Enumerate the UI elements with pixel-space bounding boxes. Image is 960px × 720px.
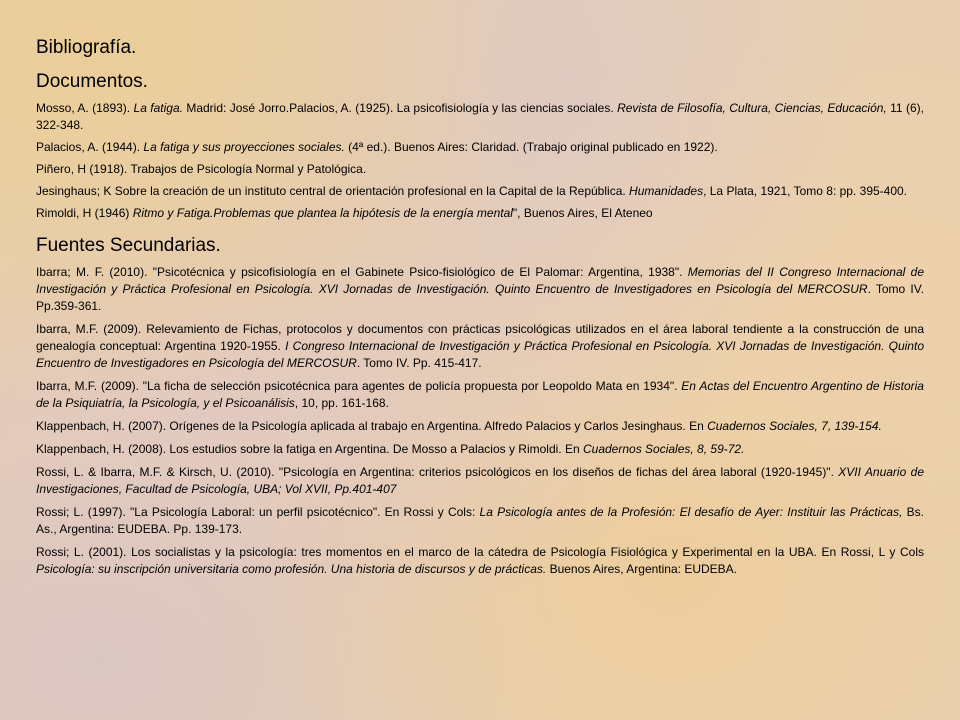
- reference-item: [36, 264, 924, 315]
- ref-italic: Ritmo y Fatiga.Problemas que plantea la hipótesis de la energía mental: [132, 206, 513, 220]
- reference-item: [36, 183, 924, 200]
- ref-text: , La Plata, 1921, Tomo 8: pp. 395-400.: [703, 184, 908, 198]
- reference-item: [36, 441, 924, 458]
- ref-text: Klappenbach, H. (2007). Orígenes de la Psicología aplicada al trabajo en Argentina. Alfredo Palacios y Carlos Jesinghaus. En: [36, 419, 708, 433]
- ref-text: Rossi; L. (2001). Los socialistas y la psicología: tres momentos en el marco de la cátedra de Psicología Fisiológica y Experimental en la UBA. En Rossi, L y Cols: [36, 545, 924, 559]
- ref-text: Rimoldi, H (1946): [36, 206, 133, 220]
- reference-item: [36, 544, 924, 578]
- heading-documentos: Documentos.: [36, 71, 148, 92]
- ref-italic: XVII Anuario de Investigaciones, Facultad de Psicología, UBA; Vol XVII, Pp.401-407: [36, 465, 924, 496]
- reference-item: [36, 139, 924, 156]
- ref-text: Buenos Aires, Argentina: EUDEBA.: [546, 562, 738, 576]
- ref-text: ", Buenos Aires, El Ateneo: [512, 206, 653, 220]
- reference-item: [36, 378, 924, 412]
- ref-text: Ibarra, M.F. (2009). Relevamiento de Fichas, protocolos y documentos con prácticas psicológicas utilizados en el área laboral tendiente a la construcción de una genealogía conceptual: Argentina 1920-1955.: [36, 322, 924, 353]
- reference-item: [36, 100, 924, 134]
- ref-italic: Revista de Filosofía, Cultura, Ciencias, Educación,: [617, 101, 887, 115]
- ref-text: Rossi; L. (1997). "La Psicología Laboral: un perfil psicotécnico". En Rossi y Cols:: [36, 505, 480, 519]
- ref-text: . Tomo IV. Pp. 415-417.: [356, 356, 482, 370]
- ref-italic: I Congreso Internacional de Investigación y Práctica Profesional en Psicología. XVI Jornadas de Investigación. Quinto Encuentro de Investigadores en Psicología del MERCOSUR: [36, 339, 924, 370]
- ref-text: Bs. As., Argentina: EUDEBA. Pp. 139-173.: [36, 505, 925, 536]
- ref-italic: Cuadernos Sociales, 8, 59-72.: [582, 442, 745, 456]
- ref-text: . Tomo IV. Pp.359-361.: [36, 282, 925, 313]
- ref-italic: Cuadernos Sociales, 7, 139-154.: [707, 419, 882, 433]
- ref-text: Jesinghaus; K Sobre la creación de un instituto central de orientación profesional en la Capital de la República.: [36, 184, 630, 198]
- ref-italic: En Actas del Encuentro Argentino de Historia de la Psiquiatría, la Psicología, y el Psicoanálisis: [36, 379, 924, 410]
- reference-item: [36, 504, 924, 538]
- ref-text: , 10, pp. 161-168.: [294, 396, 389, 410]
- ref-text: Madrid: José Jorro.Palacios, A. (1925). La psicofisiología y las ciencias sociales.: [182, 101, 618, 115]
- ref-text: Piñero, H (1918). Trabajos de Psicología Normal y Patológica.: [36, 162, 367, 176]
- ref-italic: Memorias del II Congreso Internacional de Investigación y Práctica Profesional en Psicología. XVI Jornadas de Investigación. Quinto Encuentro de Investigadores en Psicología del MERCOSUR: [36, 265, 925, 296]
- ref-italic: La Psicología antes de la Profesión: El desafío de Ayer: Instituir las Prácticas,: [479, 505, 903, 519]
- reference-item: [36, 205, 924, 222]
- ref-text: Ibarra, M.F. (2009). "La ficha de selección psicotécnica para agentes de policía propuesta por Leopoldo Mata en 1934".: [36, 379, 682, 393]
- bibliography-page: [36, 36, 924, 584]
- ref-text: Rossi, L. & Ibarra, M.F. & Kirsch, U. (2010). "Psicología en Argentina: criterios psicológicos en los diseños de fichas del área laboral (1920-1945)".: [36, 465, 839, 479]
- ref-text: Mosso, A. (1893).: [36, 101, 134, 115]
- ref-text: (4ª ed.). Buenos Aires: Claridad. (Trabajo original publicado en 1922).: [344, 140, 718, 154]
- ref-text: Ibarra; M. F. (2010). "Psicotécnica y psicofisiología en el Gabinete Psico-fisiológico de El Palomar: Argentina, 1938".: [36, 265, 688, 279]
- ref-text: 11 (6), 322-348.: [36, 101, 924, 132]
- reference-item: [36, 161, 924, 178]
- ref-text: Klappenbach, H. (2008). Los estudios sobre la fatiga en Argentina. De Mosso a Palacios y Rimoldi. En: [36, 442, 583, 456]
- ref-italic: La fatiga.: [133, 101, 183, 115]
- ref-italic: La fatiga y sus proyecciones sociales.: [143, 140, 345, 154]
- reference-item: [36, 321, 924, 372]
- ref-italic: Humanidades: [629, 184, 704, 198]
- ref-italic: Psicología: su inscripción universitaria como profesión. Una historia de discursos y de prácticas.: [36, 562, 547, 576]
- reference-item: [36, 418, 924, 435]
- reference-item: [36, 464, 924, 498]
- heading-fuentes-secundarias: Fuentes Secundarias.: [36, 235, 221, 256]
- ref-text: Palacios, A. (1944).: [36, 140, 144, 154]
- heading-bibliografia: Bibliografía.: [36, 37, 137, 58]
